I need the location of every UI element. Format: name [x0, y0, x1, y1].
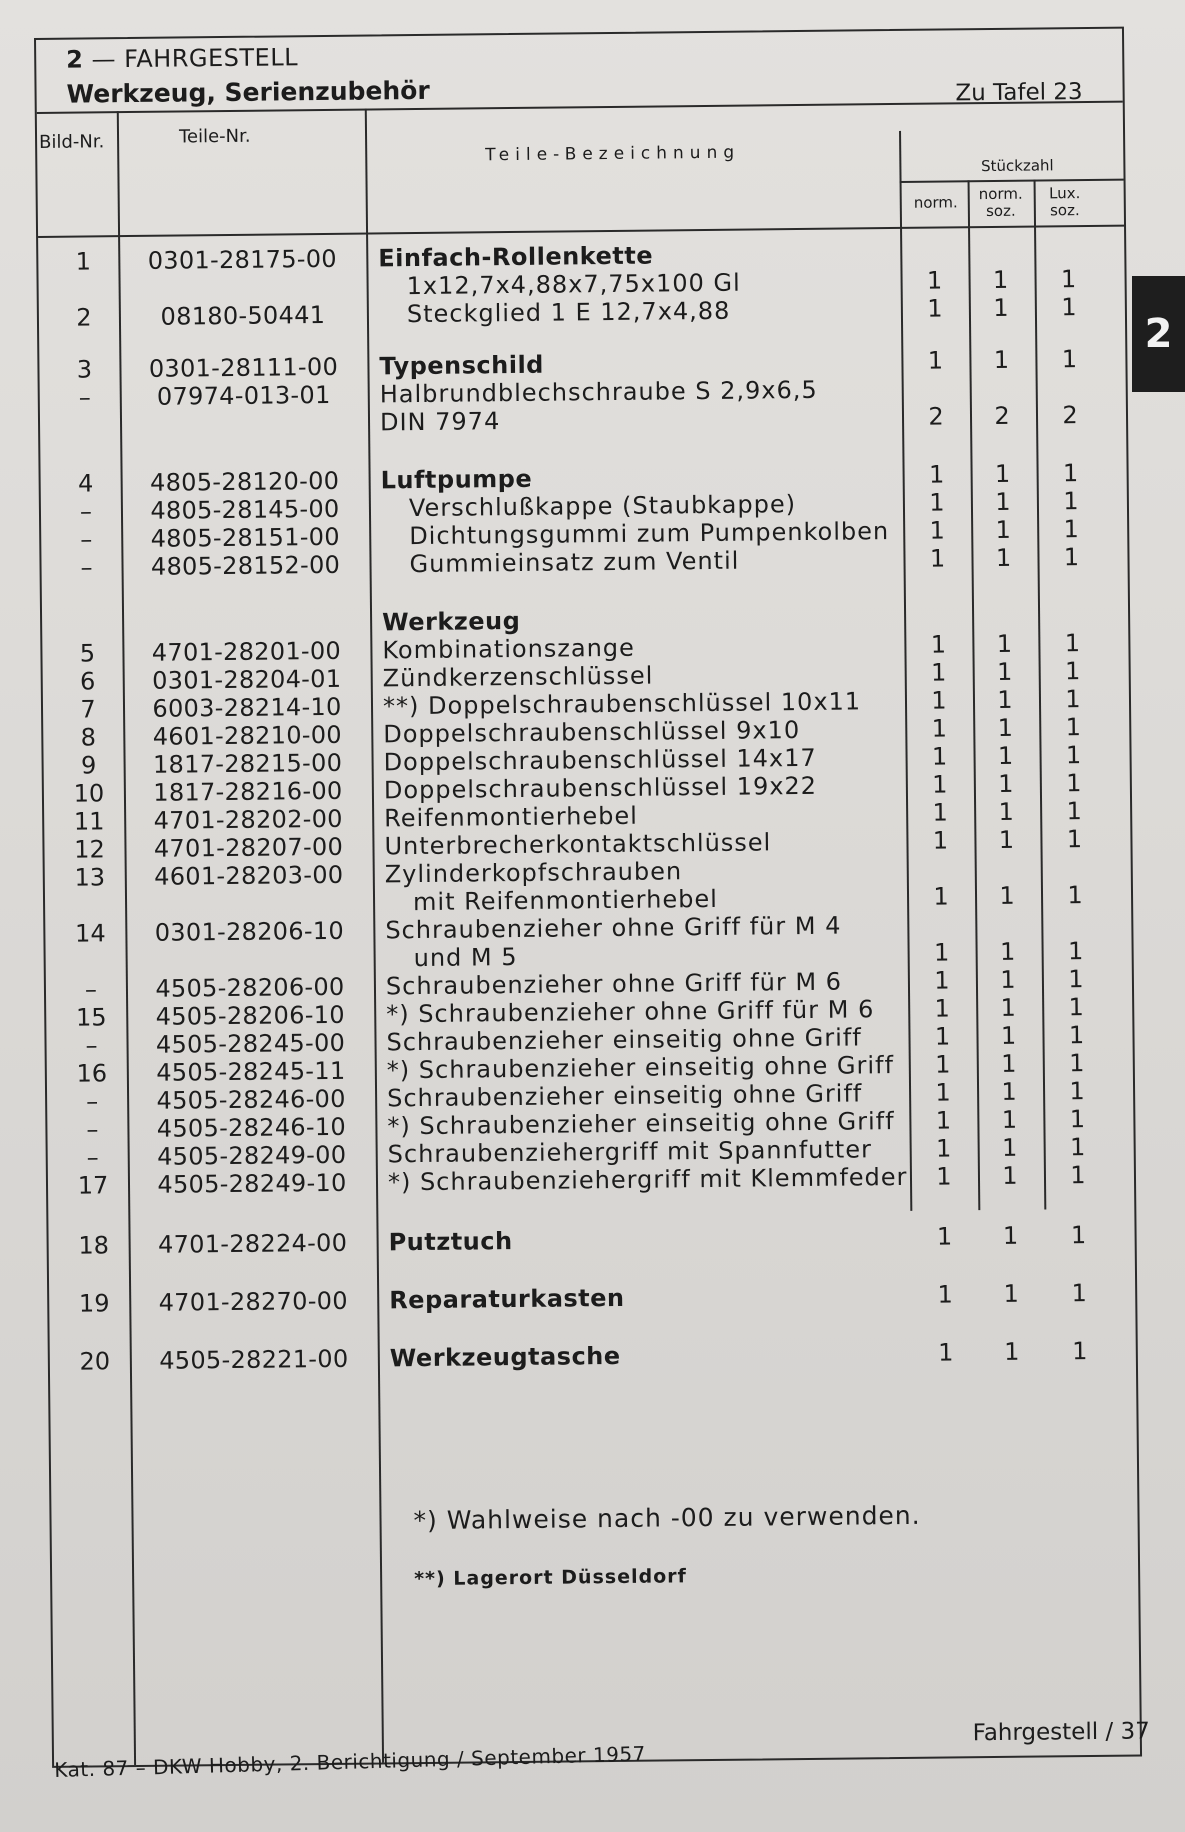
part-number: 4701-28207-00 — [153, 832, 344, 863]
table-row — [50, 1337, 1136, 1378]
qty-norm: 1 — [930, 630, 947, 659]
qty-norm-soz: 1 — [1001, 1077, 1017, 1106]
qty-norm: 1 — [931, 714, 948, 743]
bild-number: 12 — [74, 835, 105, 864]
part-number: 4601-28203-00 — [154, 860, 344, 891]
qty-lux-soz: 1 — [1066, 769, 1082, 798]
bild-number: 9 — [80, 751, 97, 780]
part-description: *) Schraubenzieher ohne Griff für M 6 — [386, 995, 875, 1029]
bild-number: 7 — [80, 695, 96, 724]
qty-norm: 1 — [934, 966, 950, 995]
table-row — [49, 1221, 1135, 1262]
qty-norm-soz: 1 — [995, 515, 1011, 544]
qty-lux-soz: 1 — [1062, 459, 1079, 488]
part-number: 4601-28210-00 — [152, 720, 343, 751]
bild-number: 15 — [75, 1003, 107, 1032]
part-description: Reparaturkasten — [389, 1283, 625, 1315]
qty-norm-soz: 1 — [997, 741, 1014, 770]
column-bild: Bild-Nr. — [38, 131, 105, 153]
qty-norm: 1 — [933, 938, 950, 967]
part-description: Schraubenzieher ohne Griff für M 4 — [385, 911, 842, 945]
qty-norm: 1 — [936, 1222, 953, 1251]
part-description: Verschlußkappe (Staubkappe) — [408, 490, 797, 523]
bild-number: – — [85, 1031, 98, 1060]
qty-lux-soz: 1 — [1065, 741, 1082, 770]
part-description: Reifenmontierhebel — [384, 801, 638, 833]
section-heading — [66, 43, 298, 73]
qty-lux-soz: 1 — [1070, 1221, 1087, 1250]
qty-lux-soz: 1 — [1064, 657, 1081, 686]
bild-number: 11 — [73, 807, 105, 836]
qty-norm: 1 — [927, 346, 944, 375]
qty-norm: 1 — [929, 488, 945, 517]
part-number: 4805-28151-00 — [150, 522, 340, 553]
qty-lux-soz: 1 — [1063, 515, 1079, 544]
qty-norm-soz: 1 — [999, 937, 1016, 966]
qty-norm-soz: 1 — [1000, 1021, 1017, 1050]
qty-lux-soz: 1 — [1061, 345, 1078, 374]
qty-norm-soz: 1 — [992, 265, 1009, 294]
bild-number: – — [80, 525, 93, 554]
part-number: 08180-50441 — [160, 300, 326, 331]
qty-norm-soz: 1 — [998, 825, 1015, 854]
qty-norm: 1 — [932, 798, 948, 827]
part-number: 4805-28152-00 — [150, 550, 341, 581]
qty-norm-soz: 1 — [1002, 1221, 1019, 1250]
part-description: *) Schraubenzieher einseitig ohne Griff — [386, 1051, 895, 1085]
qty-norm-soz: 1 — [1003, 1279, 1019, 1308]
qty-lux-soz: 1 — [1069, 1133, 1086, 1162]
part-description: Doppelschraubenschlüssel 14x17 — [383, 743, 817, 777]
bild-number: 2 — [76, 303, 92, 332]
qty-lux-soz: 1 — [1069, 1049, 1085, 1078]
section-title: FAHRGESTELL — [124, 43, 299, 74]
qty-lux-soz: 1 — [1067, 881, 1083, 910]
qty-norm-soz: 1 — [1001, 1133, 1018, 1162]
qty-norm-soz: 1 — [996, 629, 1013, 658]
qty-lux-soz: 1 — [1061, 293, 1077, 322]
qty-lux-soz: 2 — [1062, 401, 1078, 430]
qty-norm: 1 — [935, 1134, 952, 1163]
qty-lux-soz: 1 — [1063, 543, 1080, 572]
part-description: Schraubenzieher ohne Griff für M 6 — [385, 967, 843, 1001]
qty-lux-soz: 1 — [1067, 937, 1084, 966]
qty-norm-soz: 1 — [1004, 1337, 1020, 1366]
qty-norm: 1 — [927, 294, 943, 323]
bild-number: – — [80, 553, 93, 582]
part-description: Putztuch — [388, 1227, 513, 1257]
part-number: 4505-28249-00 — [156, 1140, 347, 1171]
bild-number: – — [84, 975, 98, 1004]
part-description: Schraubenzieher einseitig ohne Griff — [386, 1079, 863, 1113]
plate-reference: Zu Tafel 23 — [955, 79, 1083, 107]
column-norm: norm. — [913, 193, 958, 212]
qty-norm: 1 — [935, 1050, 951, 1079]
qty-lux-soz: 1 — [1066, 797, 1082, 826]
qty-norm: 1 — [929, 516, 945, 545]
qty-lux-soz: 1 — [1063, 487, 1079, 516]
bild-number — [48, 275, 118, 276]
qty-norm-soz: 1 — [998, 797, 1014, 826]
qty-lux-soz: 1 — [1068, 993, 1084, 1022]
qty-lux-soz: 1 — [1069, 1077, 1085, 1106]
part-number: 4505-28246-00 — [156, 1084, 346, 1115]
part-description: Schraubenzieher einseitig ohne Griff — [386, 1023, 862, 1057]
part-description: mit Reifenmontierhebel — [412, 884, 718, 917]
page-subtitle: Werkzeug, Serienzubehör — [66, 75, 430, 109]
part-number: 4701-28270-00 — [158, 1286, 348, 1317]
column-bezeichnung: Teile-Bezeichnung — [485, 142, 741, 166]
part-number: 4805-28120-00 — [149, 466, 340, 497]
part-number: 0301-28206-10 — [154, 916, 345, 947]
qty-lux-soz: 1 — [1060, 265, 1077, 294]
bild-number — [50, 411, 120, 412]
qty-norm-soz: 1 — [997, 685, 1013, 714]
qty-norm-soz: 1 — [994, 459, 1011, 488]
qty-norm: 1 — [932, 770, 948, 799]
bild-number: 14 — [74, 919, 106, 948]
part-number: 4505-28245-11 — [156, 1056, 346, 1087]
part-description: Steckglied 1 E 12,7x4,88 — [406, 296, 731, 329]
bild-number — [52, 611, 122, 612]
part-description: Typenschild — [379, 350, 545, 381]
column-lux-soz: Lux. soz. — [1048, 184, 1081, 220]
qty-norm-soz: 1 — [1002, 1161, 1018, 1190]
qty-norm-soz: 1 — [1001, 1049, 1017, 1078]
part-description: *) Schraubenziehergriff mit Klemmfeder — [387, 1162, 908, 1197]
qty-norm-soz: 2 — [994, 401, 1010, 430]
part-description: Werkzeugtasche — [389, 1341, 621, 1373]
part-number: 4805-28145-00 — [150, 494, 340, 525]
qty-norm-soz: 1 — [995, 487, 1011, 516]
qty-norm: 1 — [936, 1162, 952, 1191]
part-description: Zylinderkopfschrauben — [384, 857, 683, 889]
column-norm-soz: norm. soz. — [978, 184, 1023, 221]
qty-norm: 1 — [929, 544, 946, 573]
qty-norm: 1 — [935, 1078, 951, 1107]
bild-number: 13 — [74, 863, 106, 892]
part-number: 1817-28215-00 — [152, 748, 343, 779]
bild-number: 18 — [78, 1231, 110, 1260]
bild-number: – — [86, 1115, 99, 1144]
qty-lux-soz: 1 — [1066, 825, 1083, 854]
part-description: Dichtungsgummi zum Pumpenkolben — [409, 517, 890, 551]
qty-lux-soz: 1 — [1068, 965, 1084, 994]
part-number: 6003-28214-10 — [152, 692, 342, 723]
part-description: und M 5 — [413, 942, 518, 973]
bild-number: 19 — [78, 1289, 110, 1318]
qty-lux-soz: 1 — [1065, 685, 1081, 714]
part-number: 4505-28246-10 — [156, 1112, 347, 1143]
bild-number — [56, 947, 126, 948]
qty-norm-soz: 1 — [1000, 993, 1016, 1022]
footnote-optional: *) Wahlweise nach -00 zu verwenden. — [413, 1500, 921, 1536]
parts-table-frame — [34, 27, 1150, 1768]
part-number: 0301-28175-00 — [147, 244, 338, 275]
qty-norm: 1 — [934, 994, 950, 1023]
bild-number: 5 — [79, 639, 96, 668]
part-number: 4505-28245-00 — [155, 1028, 346, 1059]
qty-norm-soz: 1 — [999, 881, 1015, 910]
bild-number: 20 — [79, 1347, 111, 1376]
part-description: **) Doppelschraubenschlüssel 10x11 — [382, 687, 862, 721]
part-number: 4505-28206-10 — [155, 1000, 345, 1031]
qty-lux-soz: 1 — [1070, 1161, 1086, 1190]
part-number: 07974-013-01 — [156, 380, 331, 411]
bild-number: 1 — [75, 247, 92, 276]
part-number: 4701-28224-00 — [157, 1228, 348, 1259]
qty-norm-soz: 1 — [997, 713, 1014, 742]
part-number: 4505-28249-10 — [157, 1168, 347, 1199]
qty-norm: 1 — [935, 1106, 952, 1135]
qty-lux-soz: 1 — [1072, 1337, 1088, 1366]
table-row — [49, 1279, 1135, 1320]
bild-number: 10 — [73, 779, 105, 808]
qty-norm: 1 — [928, 460, 945, 489]
qty-norm: 1 — [932, 826, 949, 855]
bild-number: – — [78, 383, 91, 412]
footnote-storage: **) Lagerort Düsseldorf — [414, 1565, 687, 1591]
part-description: Zündkerzenschlüssel — [382, 661, 654, 693]
catalog-footer: Kat. 87 – DKW Hobby, 2. Berichtigung / September 1957 — [54, 1741, 647, 1782]
qty-lux-soz: 1 — [1068, 1021, 1085, 1050]
qty-norm-soz: 1 — [1000, 965, 1016, 994]
part-number: 0301-28204-01 — [151, 664, 342, 695]
part-description: *) Schraubenzieher einseitig ohne Griff — [387, 1107, 895, 1141]
qty-norm-soz: 1 — [998, 769, 1014, 798]
bild-number: 6 — [79, 667, 96, 696]
qty-norm: 1 — [931, 686, 947, 715]
qty-norm: 1 — [930, 658, 947, 687]
qty-norm: 2 — [928, 402, 944, 431]
bild-number: 8 — [80, 723, 97, 752]
part-description: Halbrundblechschraube S 2,9x6,5 — [379, 375, 818, 409]
section-number: 2 — [66, 45, 84, 74]
stueckzahl-rule — [900, 179, 1124, 183]
part-description: Einfach-Rollenkette — [378, 241, 654, 273]
page-reference: Fahrgestell / 37 — [972, 1718, 1150, 1747]
part-number: 4505-28221-00 — [159, 1344, 349, 1375]
qty-norm: 1 — [934, 1022, 951, 1051]
qty-norm-soz: 1 — [996, 657, 1013, 686]
section-tab-marker: 2 — [1132, 276, 1185, 392]
column-header-rule — [38, 225, 1124, 238]
part-number: 4505-28206-00 — [155, 972, 345, 1003]
part-description: Doppelschraubenschlüssel 9x10 — [383, 716, 801, 749]
part-number — [126, 609, 366, 612]
bild-number: 16 — [76, 1059, 108, 1088]
section-dash: — — [91, 45, 117, 74]
qty-norm: 1 — [938, 1338, 954, 1367]
part-description: DIN 7974 — [379, 407, 501, 437]
qty-norm-soz: 1 — [1001, 1105, 1018, 1134]
bild-number: – — [85, 1087, 99, 1116]
part-number: 4701-28202-00 — [153, 804, 343, 835]
qty-norm: 1 — [933, 882, 949, 911]
bild-number: – — [79, 497, 93, 526]
qty-norm: 1 — [937, 1280, 953, 1309]
bild-number: 4 — [77, 469, 94, 498]
part-description: Unterbrecherkontaktschlüssel — [384, 828, 772, 861]
qty-norm: 1 — [926, 266, 943, 295]
bild-number: 17 — [77, 1171, 109, 1200]
part-number: 4701-28201-00 — [151, 636, 342, 667]
part-number: 1817-28216-00 — [153, 776, 343, 807]
bild-number — [55, 891, 125, 892]
qty-lux-soz: 1 — [1065, 713, 1082, 742]
qty-lux-soz: 1 — [1064, 629, 1081, 658]
part-description: Kombinationszange — [382, 633, 635, 665]
qty-norm: 1 — [931, 742, 948, 771]
qty-norm-soz: 1 — [995, 543, 1012, 572]
part-description: Gummieinsatz zum Ventil — [409, 546, 740, 579]
part-description: 1x12,7x4,88x7,75x100 Gl — [406, 268, 741, 301]
part-description: Doppelschraubenschlüssel 19x22 — [383, 771, 818, 805]
part-number: 0301-28111-00 — [148, 352, 339, 383]
part-description: Luftpumpe — [380, 464, 533, 495]
column-teile: Teile-Nr. — [178, 125, 251, 148]
qty-norm-soz: 1 — [993, 293, 1009, 322]
bild-number: 3 — [76, 355, 93, 384]
bild-number: – — [86, 1143, 99, 1172]
qty-norm-soz: 1 — [993, 345, 1010, 374]
qty-lux-soz: 1 — [1071, 1279, 1087, 1308]
qty-lux-soz: 1 — [1069, 1105, 1086, 1134]
part-description: Schraubenziehergriff mit Spannfutter — [387, 1135, 873, 1169]
part-description: Werkzeug — [381, 606, 521, 637]
column-stueckzahl: Stückzahl — [981, 156, 1054, 176]
